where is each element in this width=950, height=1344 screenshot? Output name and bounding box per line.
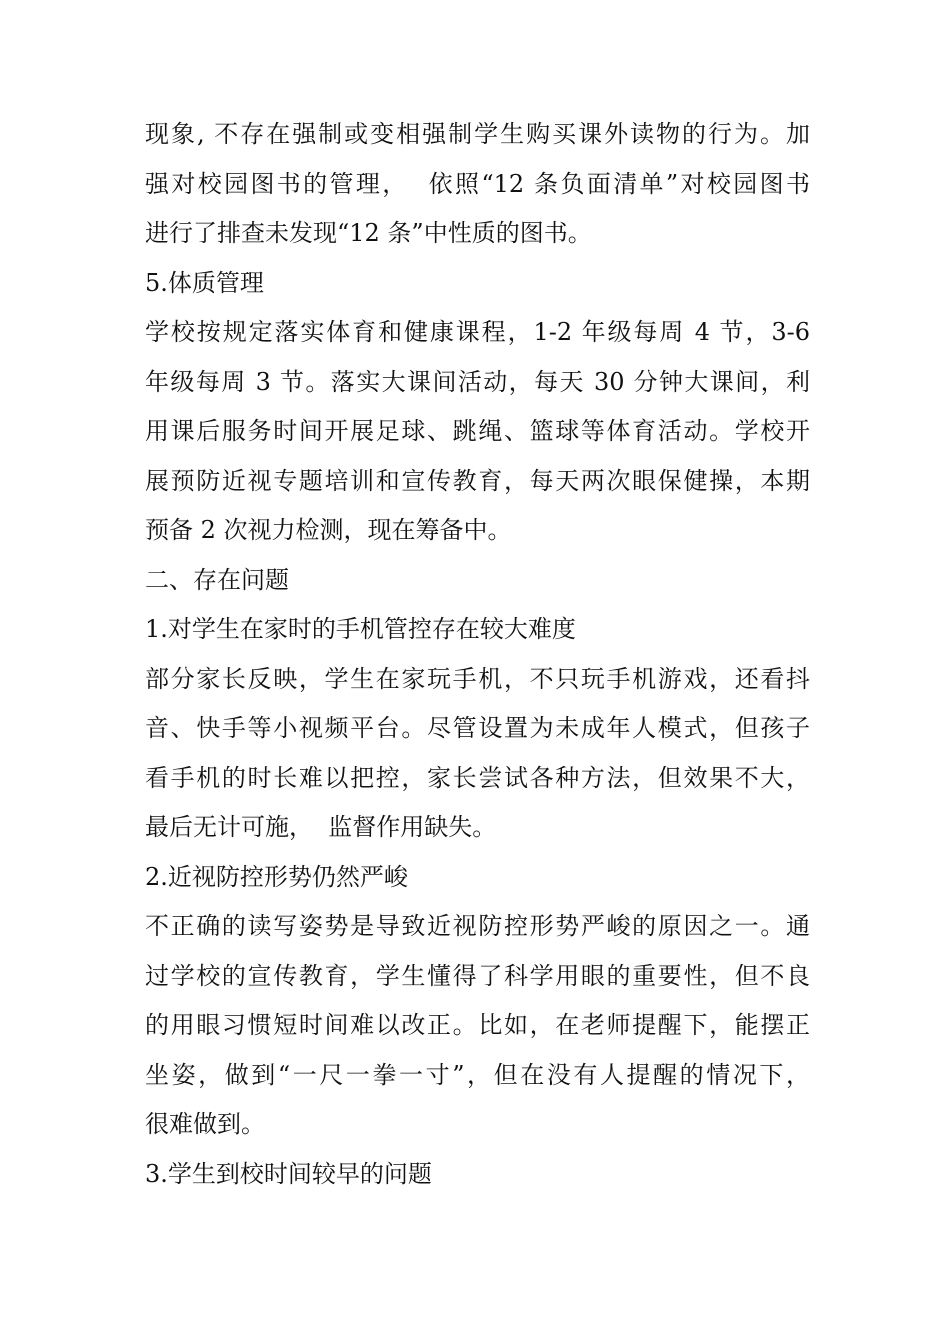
text-line: 预备 2 次视力检测，现在筹备中。 bbox=[145, 516, 512, 544]
text-line: 学校按规定落实体育和健康课程，1-2 年级每周 4 节，3-6 bbox=[145, 318, 810, 346]
text-line: 现象, 不存在强制或变相强制学生购买课外读物的行为。加 bbox=[145, 120, 810, 148]
section-heading: 二、存在问题 bbox=[145, 565, 289, 594]
text-line: 进行了排查未发现“12 条”中性质的图书。 bbox=[145, 219, 592, 247]
text-line: 看手机的时长难以把控，家长尝试各种方法，但效果不大， bbox=[145, 763, 810, 792]
text-line: 最后无计可施， 监督作用缺失。 bbox=[145, 813, 497, 841]
document-body bbox=[145, 110, 810, 1199]
text-line: 很难做到。 bbox=[145, 1110, 265, 1138]
text-line: 坐姿，做到“一尺一拳一寸”，但在没有人提醒的情况下， bbox=[145, 1060, 810, 1089]
text-line: 用课后服务时间开展足球、跳绳、篮球等体育活动。学校开 bbox=[145, 417, 810, 445]
text-line: 展预防近视专题培训和宣传教育，每天两次眼保健操，本期 bbox=[145, 466, 810, 495]
text-line: 的用眼习惯短时间难以改正。比如，在老师提醒下，能摆正 bbox=[145, 1011, 810, 1039]
text-line: 不正确的读写姿势是导致近视防控形势严峻的原因之一。通 bbox=[145, 912, 810, 940]
section-heading: 3.学生到校时间较早的问题 bbox=[145, 1159, 432, 1188]
text-line: 强对校园图书的管理， 依照“12 条负面清单”对校园图书 bbox=[145, 169, 810, 198]
section-heading: 2.近视防控形势仍然严峻 bbox=[145, 862, 408, 891]
text-line: 音、快手等小视频平台。尽管设置为未成年人模式，但孩子 bbox=[145, 714, 810, 742]
section-heading: 5.体质管理 bbox=[145, 268, 264, 297]
text-line: 部分家长反映，学生在家玩手机，不只玩手机游戏，还看抖 bbox=[145, 664, 810, 693]
text-line: 过学校的宣传教育，学生懂得了科学用眼的重要性，但不良 bbox=[145, 961, 810, 990]
text-line: 年级每周 3 节。落实大课间活动，每天 30 分钟大课间，利 bbox=[145, 367, 810, 396]
section-heading: 1.对学生在家时的手机管控存在较大难度 bbox=[145, 615, 576, 643]
